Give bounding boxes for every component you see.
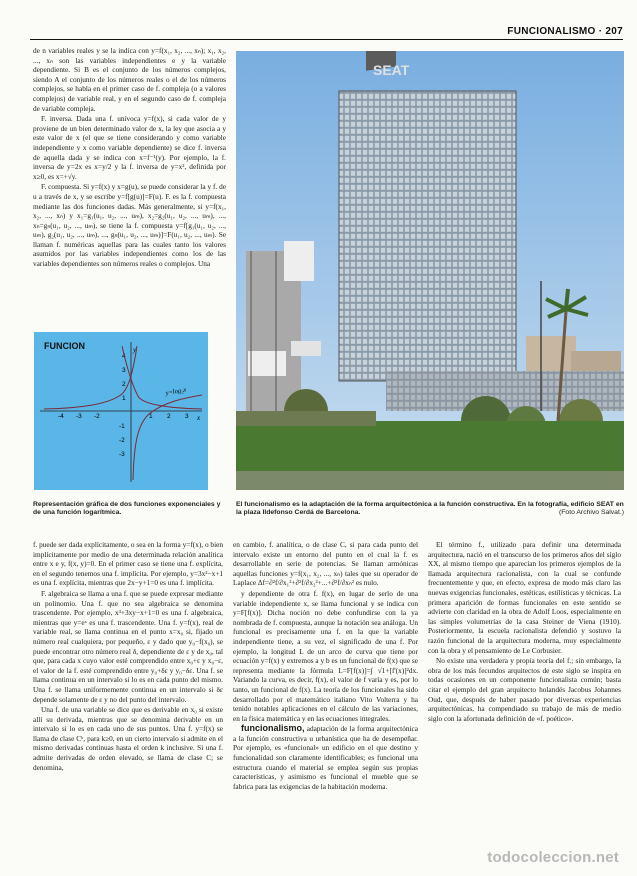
paragraph: Una f. de una variable se dice que es derivable en x₀ si existe allí su derivada, mientras que se denomina derivable en un intervalo si lo es en cada uno de sus puntos. Una f. y=f(x) se llama de clase Cᵏ, para k≥0, en un cierto intervalo si admite en el mismo derivadas continuas hasta el orden k inclusive. Si una f. admite derivadas de orden elevado, se llama de clase C; se denomina, [33,705,223,772]
figure-caption: Representación gráfica de dos funciones exponenciales y de una función logarítmica. [33,501,221,517]
top-left-column [33,46,226,322]
seat-sign: SEAT [373,62,410,78]
function-graph-figure [34,332,208,490]
y-tick-label: 1 [122,395,126,402]
x-tick-label: -3 [76,413,82,420]
photo-illustration [236,51,624,490]
x-tick-label: 2 [167,413,171,420]
bottom-column-3 [428,540,621,840]
x-tick-label: -4 [58,413,64,420]
paragraph: F. compuesta. Si y=f(x) y x=g(u), se puede considerar la y f. de u a través de x, y se escribe y=f[g(u)]=F(u). F. es la f. compuesta mediante las dos funciones dadas. Más generalmente, si y=f(x₁, x₂, ..., xₙ) y x₁=g₁(u₁, u₂, ..., uₘ), x₂=g₂(u₁, u₂, ..., uₘ), ..., xₙ=gₙ(u₁, u₂, ..., uₘ), se tiene la f. compuesta y=f[g₁(u₁, u₂, ..., uₘ), g₂(u₁, u₂, ..., uₘ), ..., gₙ(u₁, u₂, ..., uₘ)]=F(u₁, u₂, ..., uₘ). Se llaman f. numéricas aquellas para las cuales tanto los valores asumidos por las variables independientes como los de las variables dependientes son números reales o complejos. Una [33,182,226,269]
paragraph: El término f., utilizado para definir una determinada arquitectura, nació en el transcurso de los primeros años del siglo XX, al mismo tiempo que aparecían los primeros ejemplos de la llamada arquitectura racionalista, con la cual se confunde frecuentemente y que, en efecto, expresa de modo más claro las nuevas exigencias funcionales, estéticas, estilísticas y técnicas. La primera aparición de formas funcionales en este sentido se advierte con claridad en la obra de Adolf Loos, especialmente en las simples volumetrías de la casa Steiner de Viena (1910). Posteriormente, la escuela racionalista defendió y sostuvo la razón funcional de la arquitectura moderna, muy especialmente con la obra y el pensamiento de Le Corbusier. [428,540,621,655]
exponential-curve-decreasing [122,346,202,409]
paragraph: de n variables reales y se la indica con y=f(x₁, x₂, ..., xₙ); x₁, x₂, ..., xₙ son las variables independientes e y la variable dependiente. Si B es el conjunto de los números complejos, siendo A el conjunto de los números reales o el de los números complejos, se habla en el primer caso de f. compleja (o a valores complejos) de variable real, y en el segundo caso de f. compleja de variable compleja. [33,46,226,113]
y-tick-label: 2 [122,381,126,388]
curve-label: y=log₂x [165,386,187,397]
paragraph: y dependiente de otra f. f(x), en lugar de serlo de una variable independiente x, se llama funcional y se indica con y=F[f(x)]. Dicha noción no debe confundirse con la ya nombrada de f. compuesta, aunque la notación sea análoga. Un funcional es precisamente una f. en la que la variable independiente tiene, a su vez, el significado de una f. Por ejemplo, la longitud L de un arco de curva que tiene por ecuación y=f(x) y extremos a y b es un funcional de f(x) que se representa mediante la fórmula L=F[f(x)]=∫ √1+[f'(x)]²dx. Variando la curva, es decir, f(x), el valor de f varía y es, por lo tanto, un funcional de f(x). La teoría de los funcionales ha sido desarrollado por el matemático italiano Vito Volterra y ha tenido notables aplicaciones en el cálculo de las variaciones, en la física matemática y en las ecuaciones integrales. [233,588,418,723]
function-graph [34,332,208,490]
paragraph: f. puede ser dada explícitamente, o sea en la forma y=f(x), o bien implícitamente por medio de una determinada relación analítica entre x e y, f(x, y)=0. En el primer caso se tiene una f. explícita, en el segundo tenemos una f. implícita. Por ejemplo, y=3x²−x+1 es una f. explícita, mientras que 2x−y+1=0 es una f. implícita. [33,540,223,588]
entry-paragraph [233,724,418,791]
x-tick-label: 1 [149,413,153,420]
entry-heading: funcionalismo, [241,723,305,734]
y-tick-label: 4 [122,353,126,360]
watermark: todocoleccion.net [487,849,619,866]
photo-credit: (Foto Archivo Salvat.) [559,509,624,517]
paragraph: F. inversa. Dada una f. unívoca y=f(x), si cada valor de y proviene de un bien determinado valor de x, la ley que asocia a y este valor de x (el que se tiene considerando y como variable independiente y x como variable dependiente) se dice f. inversa de aquella dada y se indica con x=f⁻¹(y). Por ejemplo, la f. inversa de y=2x es x=y/2 y la f. inversa de y=x², definida por x≥0, es x=+√y. [33,114,226,181]
y-tick-label: -1 [119,423,125,430]
photo-caption-text: El funcionalismo es la adaptación de la forma arquitectónica a la función constructiva. En la fotografía, edificio SEAT en la plaza Ildefonso Cerdá de Barcelona. [236,501,624,517]
bottom-column-2 [233,540,418,840]
bottom-column-1 [33,540,223,840]
x-tick-label: 3 [185,413,189,420]
page-header: FUNCIONALISMO · 207 [507,26,623,37]
photo-caption [236,501,624,518]
x-tick-label: -2 [94,413,100,420]
y-tick-label: -2 [119,437,125,444]
paragraph: en cambio, f. analítica, o de clase C, si para cada punto del intervalo existe un entorno del punto en el cual la f. es desarrollable en serie de potencias. Se llaman armónicas aquellas funciones y=f(x₁, x₂, ..., xₙ) tales que su operador de Laplace Δf=∂²f/∂x₁²+∂²f/∂x₂²+...+∂²f/∂xₙ² es nulo. [233,540,418,588]
y-tick-label: -3 [119,451,125,458]
header-rule [30,39,623,40]
figure-title: FUNCION [44,341,85,351]
y-tick-label: 3 [122,367,126,374]
seat-building-photo [236,51,624,490]
paragraph: No existe una verdadera y propia teoría del f.; sin embargo, la obra de los más fecundos arquitectos de este siglo se inspira en todas ocasiones en un componente funcionalista común; basta citar el ejemplo del gran arquitecto holandés Jacobus Johannes Oud, que, después de haber pasado por diversas experiencias arquitectónicas, ha compendiado su trabajo de más de medio siglo con la afortunada definición de «f. poético». [428,656,621,723]
x-axis-label: x [197,414,201,422]
paragraph: F. algebraica se llama a una f. que se puede expresar mediante un polinomio. Una f. que no sea algebraica se denomina trascendente. Por ejemplo, x³+3xy−x+1=0 es una f. algebraica, mientras que y=eˣ es una f. trascendente. Una f. y=f(x), real de variable real, se llama continua en el punto x=x₀ si, fijado un número real cualquiera, por pequeño, ε y dado que y₀−f(x₀), se puede encontrar otro número real δ, dependiente de ε y de x₀, tal que, para cada x cuyo valor esté comprendido entre x₀+ε y x₀−ε, el valor de la f. esté comprendido entre y₀+δε y y₀−δε. Una f. se llama continua en un intervalo si lo es en cada punto del mismo. Una f. se llama uniformemente continua en un intervalo si δε depende solamente de ε y no del punto del intervalo. [33,588,223,704]
y-axis-label: y [133,346,137,354]
entry-text: adaptación de la forma arquitectónica a la función constructiva u urbanística que ha de desempeñar. Por ejemplo, es «funcional» un edificio en el que destino y funcionalidad son claramente identificables; es funcional una estructura cuando el material se emplea según sus propias características, y asimismo es funcional el mueble que se fabrica para las exigencias de la habitación moderna. [233,724,418,791]
logarithmic-curve [133,395,202,480]
